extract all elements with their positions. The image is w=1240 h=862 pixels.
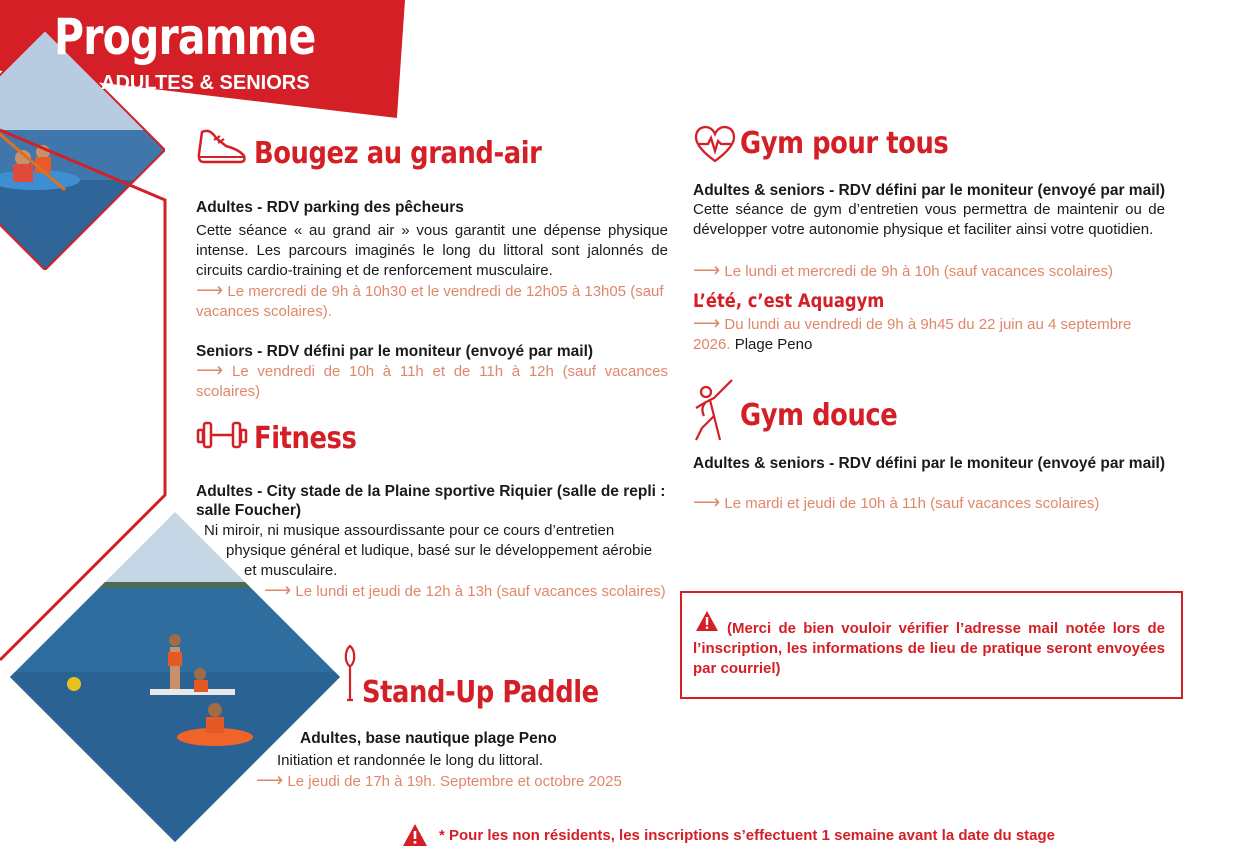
- fitness-heading: Adultes - City stade de la Plaine sportive Riquier (salle de repli : salle Foucher): [196, 483, 666, 519]
- sneaker-icon: [196, 124, 248, 168]
- paddle-description: Initiation et randonnée le long du littoral.: [277, 752, 544, 769]
- grand-air-seniors-heading: Seniors - RDV défini par le moniteur (envoyé par mail): [196, 343, 594, 360]
- section-title-gym-douce: Gym douce: [740, 398, 898, 433]
- warning-icon: [402, 823, 428, 847]
- aquagym-title: L’été, c’est Aquagym: [693, 290, 885, 312]
- section-title-fitness: Fitness: [254, 421, 357, 456]
- aquagym-place: Plage Peno: [734, 336, 813, 353]
- grand-air-adults-description: Cette séance « au grand air » vous garantit une dépense physique intense. Les parcours imaginés le long du littoral sont jalonnés de circuits cardio-training et de renforcement musculaire.: [196, 222, 668, 279]
- gym-tous-heading: Adultes & seniors - RDV défini par le moniteur (envoyé par mail): [693, 182, 1165, 199]
- section-title-grand-air: Bougez au grand-air: [254, 136, 542, 171]
- notice-text: (Merci de bien vouloir vérifier l’adresse mail notée lors de l’inscription, les informations de lieu de pratique seront envoyées par courriel): [693, 620, 1165, 677]
- fitness-description-line-1: Ni miroir, ni musique assourdissante pour ce cours d’entretien: [204, 522, 615, 539]
- aquagym-schedule: ⟶ Du lundi au vendredi de 9h à 9h45 du 22 juin au 4 septembre 2026. Plage Peno: [693, 313, 1132, 353]
- gym-douce-heading: Adultes & seniors - RDV défini par le moniteur (envoyé par mail): [693, 455, 1165, 472]
- arrow-right-icon: ⟶: [693, 313, 721, 334]
- gym-tous-text: [693, 181, 1165, 240]
- gym-tous-description: Cette séance de gym d’entretien vous permettra de maintenir ou de développer votre autonomie physique et faciliter ainsi votre quotidien.: [693, 201, 1165, 238]
- stretching-person-icon: [692, 378, 736, 444]
- page-subtitle: ADULTES & SENIORS: [101, 72, 310, 94]
- gym-tous-schedule: ⟶ Le lundi et mercredi de 9h à 10h (sauf vacances scolaires): [693, 260, 1113, 281]
- arrow-right-icon: ⟶: [264, 580, 292, 601]
- grand-air-adults-schedule: ⟶ Le mercredi de 9h à 10h30 et le vendredi de 12h05 à 13h05 (sauf vacances scolaires).: [196, 280, 664, 320]
- section-title-paddle: Stand-Up Paddle: [362, 675, 599, 710]
- paddle-heading: Adultes, base nautique plage Peno: [300, 730, 557, 747]
- footer-note: * Pour les non résidents, les inscriptions s’effectuent 1 semaine avant la date du stage: [439, 827, 1056, 844]
- fitness-description-line-2: physique général et ludique, basé sur le développement aérobie: [226, 542, 653, 559]
- arrow-right-icon: ⟶: [256, 770, 284, 791]
- section-title-gym-tous: Gym pour tous: [740, 126, 949, 161]
- arrow-right-icon: ⟶: [196, 280, 224, 301]
- grand-air-adults-heading: Adultes - RDV parking des pêcheurs: [196, 199, 464, 216]
- page-title: Programme: [54, 8, 316, 66]
- gym-douce-schedule: ⟶ Le mardi et jeudi de 10h à 11h (sauf vacances scolaires): [693, 492, 1100, 513]
- grand-air-seniors-schedule: ⟶ Le vendredi de 10h à 11h et de 11h à 12h (sauf vacances scolaires): [196, 360, 668, 400]
- dumbbell-icon: [196, 418, 248, 452]
- arrow-right-icon: ⟶: [693, 260, 721, 281]
- arrow-right-icon: ⟶: [196, 360, 224, 381]
- arrow-right-icon: ⟶: [693, 492, 721, 513]
- fitness-description-line-3: et musculaire.: [244, 562, 338, 579]
- fitness-schedule: ⟶ Le lundi et jeudi de 12h à 13h (sauf vacances scolaires): [264, 580, 666, 601]
- paddle-schedule: ⟶ Le jeudi de 17h à 19h. Septembre et octobre 2025: [256, 770, 622, 791]
- heart-pulse-icon: [693, 124, 737, 164]
- paddle-icon: [343, 644, 357, 704]
